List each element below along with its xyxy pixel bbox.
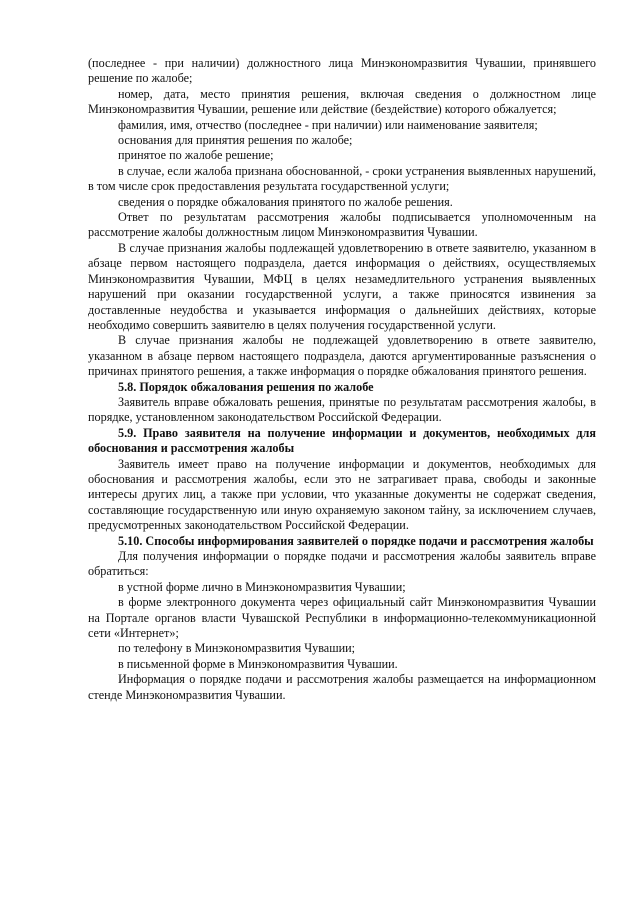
paragraph: Заявитель вправе обжаловать решения, принятые по результатам рассмотрения жалобы, в порядке, установленном законодательством Российской Федерации. — [88, 394, 596, 425]
paragraph: фамилия, имя, отчество (последнее - при наличии) или наименование заявителя; — [118, 117, 538, 132]
paragraph: в случае, если жалоба признана обоснованной, - сроки устранения выявленных нарушений, в том числе срок предоставления результата государственной услуги; — [88, 163, 596, 194]
paragraph: основания для принятия решения по жалобе; — [118, 133, 353, 148]
paragraph: в форме электронного документа через официальный сайт Минэкономразвития Чувашии на Портале органов власти Чувашской Республики в информационно-телекоммуникационной сети «Интернет»; — [88, 595, 596, 641]
document-page — [88, 56, 596, 703]
paragraph: Заявитель имеет право на получение информации и документов, необходимых для обоснования и рассмотрения жалобы, если это не затрагивает права, свободы и законные интересы других лиц, а также при условии, что указанные документы не содержат сведения, составляющие государственную или иную охраняемую законом тайну, за исключением случаев, предусмотренных законодательством Российской Федерации. — [88, 456, 596, 533]
paragraph: В случае признания жалобы не подлежащей удовлетворению в ответе заявителю, указанном в абзаце первом настоящего подраздела, даются аргументированные разъяснения о причинах принятого решения, а также информация о порядке обжалования принятого решения. — [88, 333, 596, 379]
paragraph: Для получения информации о порядке подачи и рассмотрения жалобы заявитель вправе обратиться: — [88, 549, 596, 579]
paragraph: В случае признания жалобы подлежащей удовлетворению в ответе заявителю, указанном в абзаце первом настоящего подраздела, дается информация о действиях, осуществляемых Минэкономразвития Чувашии, МФЦ в целях незамедлительного устранения выявленных нарушений при оказании государственной услуги, а также приносятся извинения за доставленные неудобства и указывается информация о дальнейших действиях, которые необходимо совершить заявителю в целях получения государственной услуги. — [88, 240, 596, 332]
paragraph: в устной форме лично в Минэкономразвития Чувашии; — [118, 579, 406, 594]
section-heading: 5.9. Право заявителя на получение информации и документов, необходимых для обоснования и рассмотрения жалобы — [88, 425, 596, 456]
paragraph: номер, дата, место принятия решения, включая сведения о должностном лице Минэкономразвития Чувашии, решение или действие (бездействие) которого обжалуется; — [88, 86, 596, 117]
paragraph: Информация о порядке подачи и рассмотрения жалобы размещается на информационном стенде Минэкономразвития Чувашии. — [88, 672, 596, 702]
section-heading: 5.10. Способы информирования заявителей о порядке подачи и рассмотрения жалобы — [118, 533, 594, 548]
section-heading: 5.8. Порядок обжалования решения по жалобе — [118, 379, 374, 394]
paragraph: в письменной форме в Минэкономразвития Чувашии. — [118, 656, 398, 671]
paragraph: сведения о порядке обжалования принятого по жалобе решения. — [118, 194, 453, 209]
paragraph: Ответ по результатам рассмотрения жалобы подписывается уполномоченным на рассмотрение жалобы должностным лицом Минэкономразвития Чувашии. — [88, 210, 596, 240]
paragraph: по телефону в Минэкономразвития Чувашии; — [118, 641, 356, 656]
paragraph: (последнее - при наличии) должностного лица Минэкономразвития Чувашии, принявшего решение по жалобе; — [88, 56, 596, 86]
paragraph: принятое по жалобе решение; — [118, 148, 274, 163]
